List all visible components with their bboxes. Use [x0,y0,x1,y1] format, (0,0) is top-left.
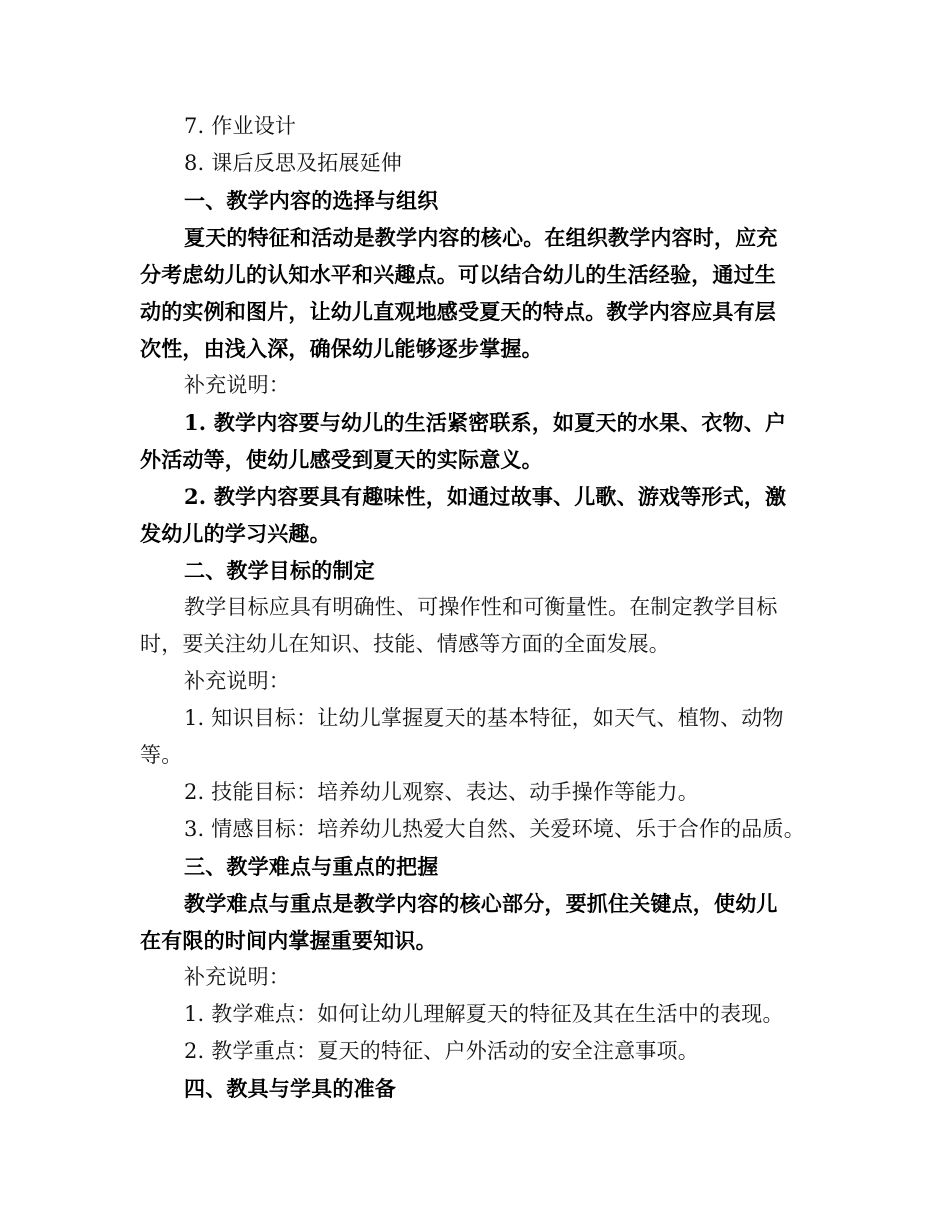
paragraph-line: 在有限的时间内掌握重要知识。 [140,928,437,953]
paragraph-line: 教学目标应具有明确性、可操作性和可衡量性。在制定教学目标 [184,595,778,619]
supplement-label: 补充说明： [184,373,290,397]
paragraph-line: 分考虑幼儿的认知水平和兴趣点。可以结合幼儿的生活经验，通过生 [140,262,776,287]
section-heading: 三、教学难点与重点的把握 [184,854,439,879]
section-heading: 二、教学目标的制定 [184,558,375,583]
paragraph-line: 动的实例和图片，让幼儿直观地感受夏天的特点。教学内容应具有层 [140,299,776,324]
paragraph-line: 1. 教学内容要与幼儿的生活紧密联系，如夏天的水果、衣物、户 [184,410,787,435]
supplement-label: 补充说明： [184,669,290,693]
section-heading: 四、教具与学具的准备 [184,1076,396,1101]
paragraph-line: 外活动等，使幼儿感受到夏天的实际意义。 [140,447,543,472]
paragraph-line: 时，要关注幼儿在知识、技能、情感等方面的全面发展。 [140,632,670,656]
paragraph-line: 次性，由浅入深，确保幼儿能够逐步掌握。 [140,336,543,361]
paragraph-line: 2. 教学重点：夏天的特征、户外活动的安全注意事项。 [184,1039,699,1063]
paragraph-line: 等。 [140,743,183,767]
list-item: 8. 课后反思及拓展延伸 [184,151,403,175]
paragraph-line: 2. 技能目标：培养幼儿观察、表达、动手操作等能力。 [184,780,699,804]
section-heading: 一、教学内容的选择与组织 [184,188,439,213]
paragraph-line: 3. 情感目标：培养幼儿热爱大自然、关爱环境、乐于合作的品质。 [184,817,805,841]
document-page [140,108,812,1107]
paragraph-line: 1. 教学难点：如何让幼儿理解夏天的特征及其在生活中的表现。 [184,1002,784,1026]
paragraph-line: 教学难点与重点是教学内容的核心部分，要抓住关键点，使幼儿 [184,891,778,916]
paragraph-line: 1. 知识目标：让幼儿掌握夏天的基本特征，如天气、植物、动物 [184,706,784,730]
supplement-label: 补充说明： [184,965,290,989]
list-item: 7. 作业设计 [184,114,297,138]
paragraph-line: 发幼儿的学习兴趣。 [140,521,331,546]
paragraph-line: 夏天的特征和活动是教学内容的核心。在组织教学内容时，应充 [184,225,778,250]
paragraph-line: 2. 教学内容要具有趣味性，如通过故事、儿歌、游戏等形式，激 [184,484,787,509]
